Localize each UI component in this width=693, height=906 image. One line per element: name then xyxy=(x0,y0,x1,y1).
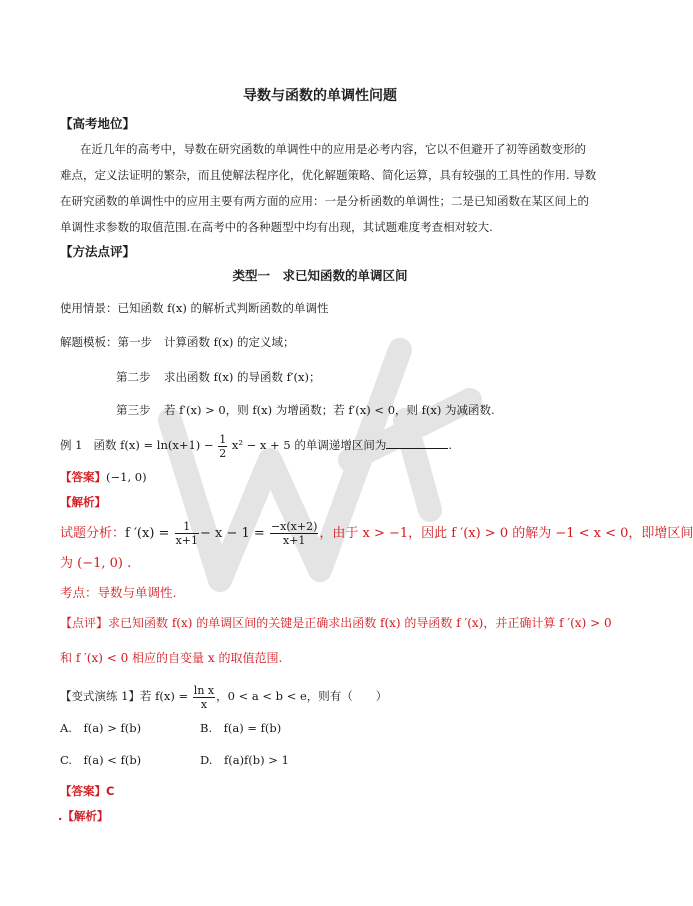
variant1-answer: 【答案】C xyxy=(60,784,115,798)
step3-text: 若 f′(x) > 0，则 f(x) 为增函数；若 f′(x) < 0，则 f(x) 为减函数. xyxy=(164,403,495,417)
step2-label: 第二步 xyxy=(116,370,151,384)
answer-blank xyxy=(386,437,448,449)
derivative-lhs: f ′(x) = xyxy=(125,526,170,541)
answer-tag: 【答案】 xyxy=(60,470,106,484)
type-title: 类型一 求已知函数的单调区间 xyxy=(232,268,408,283)
usage-line: 使用情景：已知函数 f(x) 的解析式判断函数的单调性 xyxy=(60,301,329,315)
derivative-mid: − x − 1 = xyxy=(199,526,265,541)
step3-label: 第三步 xyxy=(116,403,151,417)
step2-text: 求出函数 f(x) 的导函数 f′(x)； xyxy=(164,370,321,384)
heading-method: 【方法点评】 xyxy=(60,244,136,259)
para-line-1: 在近几年的高考中，导数在研究函数的单调性中的应用是必考内容，它以不但避开了初等函数变形的 xyxy=(80,142,586,156)
example1-prefix: 函数 f(x) = ln(x+1) − xyxy=(93,438,214,452)
comment-line-2: 和 f ′(x) < 0 相应的自变量 x 的取值范围. xyxy=(60,651,283,665)
example1-label: 例 1 xyxy=(60,438,83,452)
para-line-4: 单调性求参数的取值范围.在高考中的各种题型中均有出现，其试题难度考查相对较大. xyxy=(60,220,493,234)
analysis-line xyxy=(60,520,693,548)
template-label: 解题模板：第一步 xyxy=(60,335,152,349)
answer-line xyxy=(60,469,147,485)
analysis-tail: ，由于 x > −1，因此 f ′(x) > 0 的解为 −1 < x < 0，即增区间 xyxy=(319,526,693,541)
option-c: C. f(a) < f(b) xyxy=(60,753,142,767)
example1-end: . xyxy=(448,438,452,452)
heading-gaokao: 【高考地位】 xyxy=(60,116,136,131)
option-a: A. f(a) > f(b) xyxy=(60,721,142,735)
example1-line xyxy=(60,432,452,460)
variant1-label: 【变式演练 1】若 f(x) = xyxy=(60,689,189,703)
option-b: B. f(a) = f(b) xyxy=(200,721,282,735)
watermark xyxy=(150,310,490,610)
variant1-condition: ，0 < a < b < e，则有（ ） xyxy=(216,689,388,703)
analysis-tag: 【解析】 xyxy=(60,495,106,509)
para-line-3: 在研究函数的单调性中的应用主要有两方面的应用：一是分析函数的单调性；二是已知函数在某区间上的 xyxy=(60,194,589,208)
page-title: 导数与函数的单调性问题 xyxy=(243,88,397,104)
para-line-2: 难点，定义法证明的繁杂，而且使解法程序化，优化解题策略、简化运算，具有较强的工具性的作用. 导数 xyxy=(60,168,597,182)
option-d: D. f(a)f(b) > 1 xyxy=(200,753,289,767)
variant1-line xyxy=(60,683,387,711)
example1-fraction: $\frac{1}{2}$ xyxy=(219,432,227,460)
comment-line-1: 【点评】求已知函数 f(x) 的单调区间的关键是正确求出函数 f(x) 的导函数 f ′(x)，并正确计算 f ′(x) > 0 xyxy=(60,616,612,630)
analysis-prefix: 试题分析： xyxy=(60,526,126,541)
answer-value: (−1, 0) xyxy=(106,470,147,484)
kaodian-line: 考点：导数与单调性. xyxy=(60,585,177,600)
analysis-line-2: 为 (−1, 0) . xyxy=(60,556,132,571)
example1-suffix: x² − x + 5 的单调递增区间为 xyxy=(231,438,387,452)
variant1-analysis-tag: .【解析】 xyxy=(58,809,109,823)
step1-text: 计算函数 f(x) 的定义域； xyxy=(164,335,295,349)
derivative-fraction-2: $\frac{-x(x+2)}{x+1}$ xyxy=(270,520,318,547)
variant1-fraction: $\frac{\text{ln x}}{x}$ xyxy=(193,683,215,711)
derivative-fraction-1: $\frac{1}{x+1}$ xyxy=(175,520,198,547)
